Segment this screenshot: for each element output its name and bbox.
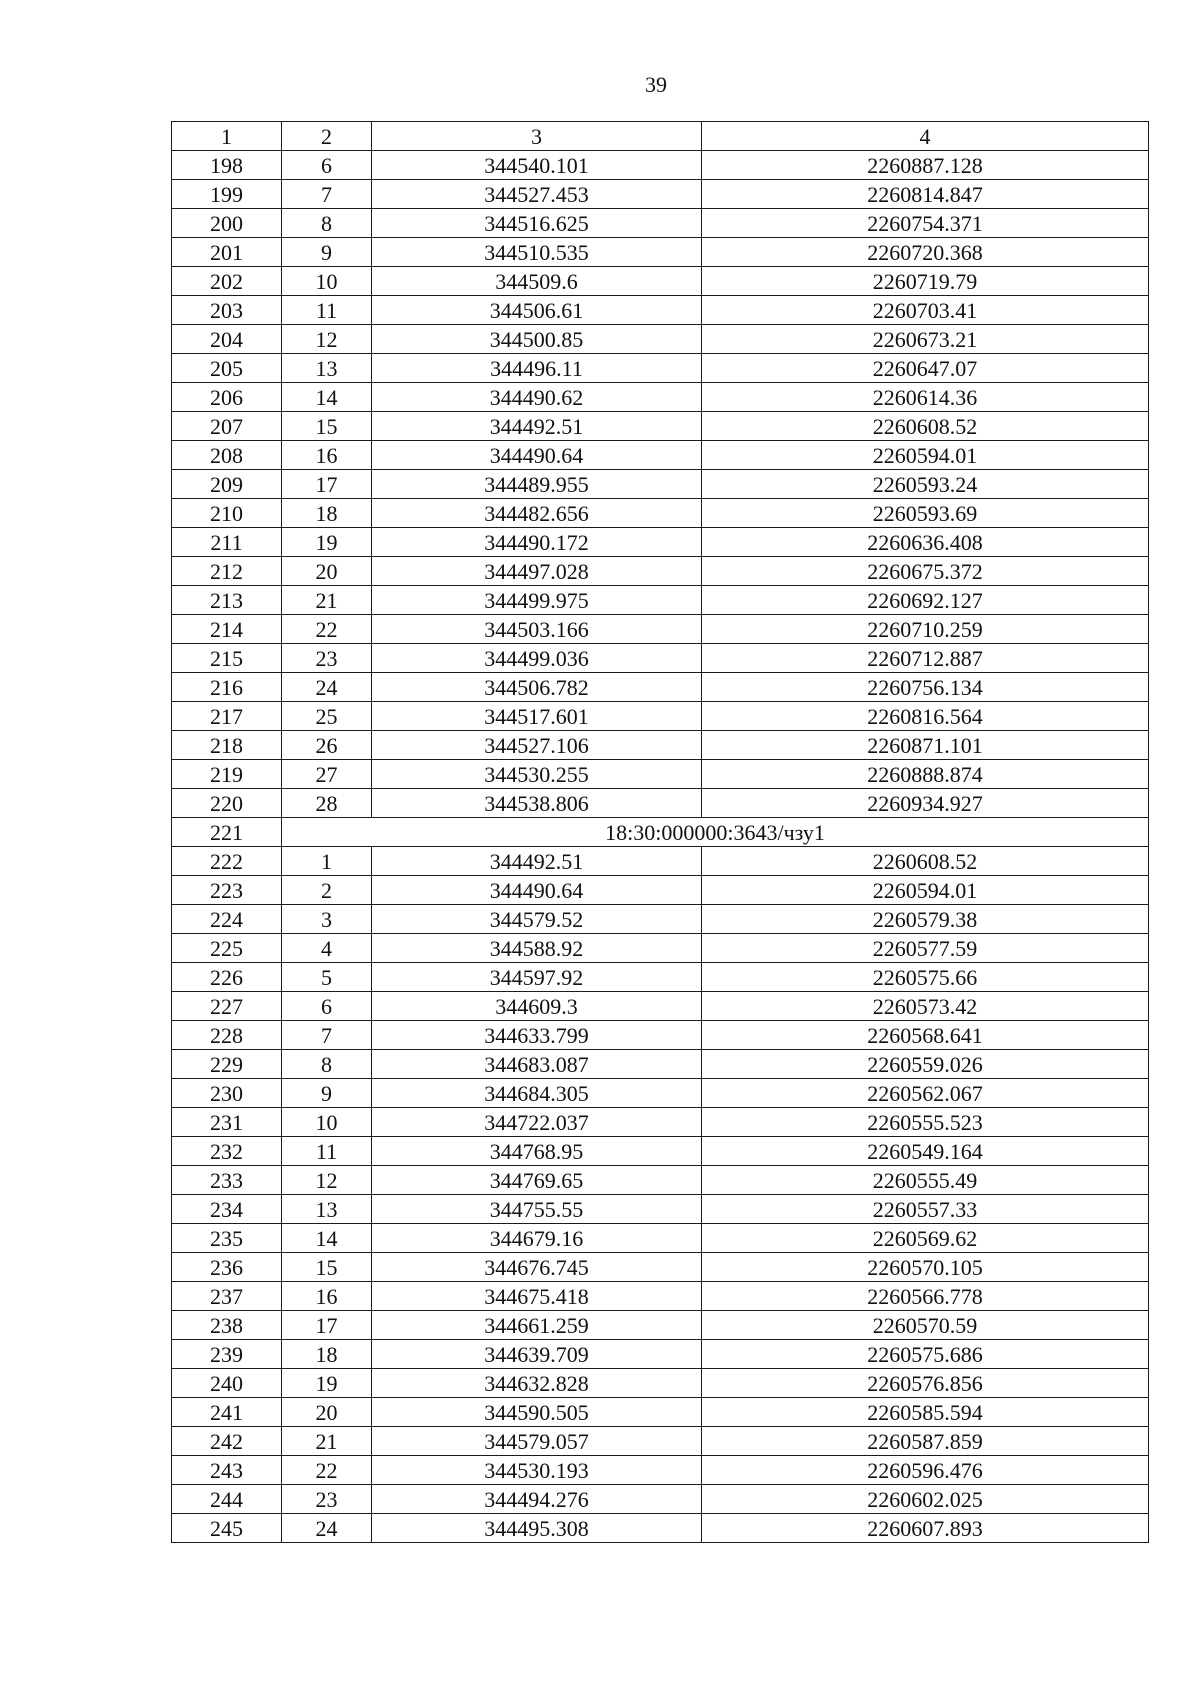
x-coordinate-cell: 344527.453 (372, 180, 702, 209)
x-coordinate-cell: 344490.64 (372, 876, 702, 905)
row-number-cell: 238 (172, 1311, 282, 1340)
table-row (172, 412, 1149, 441)
y-coordinate-cell: 2260559.026 (702, 1050, 1149, 1079)
y-coordinate-cell: 2260577.59 (702, 934, 1149, 963)
point-number-cell: 11 (282, 1137, 372, 1166)
point-number-cell: 1 (282, 847, 372, 876)
row-number-cell: 245 (172, 1514, 282, 1543)
x-coordinate-cell: 344500.85 (372, 325, 702, 354)
x-coordinate-cell: 344683.087 (372, 1050, 702, 1079)
row-number-cell: 232 (172, 1137, 282, 1166)
x-coordinate-cell: 344722.037 (372, 1108, 702, 1137)
y-coordinate-cell: 2260608.52 (702, 847, 1149, 876)
table-row (172, 1427, 1149, 1456)
table-row (172, 673, 1149, 702)
x-coordinate-cell: 344632.828 (372, 1369, 702, 1398)
point-number-cell: 7 (282, 1021, 372, 1050)
x-coordinate-cell: 344579.52 (372, 905, 702, 934)
point-number-cell: 5 (282, 963, 372, 992)
row-number-cell: 230 (172, 1079, 282, 1108)
table-row (172, 267, 1149, 296)
table-row (172, 760, 1149, 789)
table-body (172, 151, 1149, 1543)
x-coordinate-cell: 344492.51 (372, 412, 702, 441)
y-coordinate-cell: 2260712.887 (702, 644, 1149, 673)
y-coordinate-cell: 2260888.874 (702, 760, 1149, 789)
table-row (172, 470, 1149, 499)
x-coordinate-cell: 344679.16 (372, 1224, 702, 1253)
x-coordinate-cell: 344684.305 (372, 1079, 702, 1108)
row-number-cell: 209 (172, 470, 282, 499)
table-row (172, 963, 1149, 992)
y-coordinate-cell: 2260602.025 (702, 1485, 1149, 1514)
table-row (172, 325, 1149, 354)
point-number-cell: 21 (282, 1427, 372, 1456)
point-number-cell: 9 (282, 1079, 372, 1108)
row-number-cell: 201 (172, 238, 282, 267)
row-number-cell: 212 (172, 557, 282, 586)
y-coordinate-cell: 2260593.69 (702, 499, 1149, 528)
table-row (172, 905, 1149, 934)
y-coordinate-cell: 2260555.49 (702, 1166, 1149, 1195)
y-coordinate-cell: 2260636.408 (702, 528, 1149, 557)
table-row (172, 499, 1149, 528)
x-coordinate-cell: 344609.3 (372, 992, 702, 1021)
x-coordinate-cell: 344661.259 (372, 1311, 702, 1340)
row-number-cell: 216 (172, 673, 282, 702)
y-coordinate-cell: 2260555.523 (702, 1108, 1149, 1137)
header-row (172, 122, 1149, 151)
row-number-cell: 214 (172, 615, 282, 644)
table-row (172, 151, 1149, 180)
y-coordinate-cell: 2260593.24 (702, 470, 1149, 499)
row-number-cell: 226 (172, 963, 282, 992)
x-coordinate-cell: 344490.172 (372, 528, 702, 557)
y-coordinate-cell: 2260719.79 (702, 267, 1149, 296)
table-row (172, 209, 1149, 238)
point-number-cell: 12 (282, 325, 372, 354)
y-coordinate-cell: 2260647.07 (702, 354, 1149, 383)
x-coordinate-cell: 344530.255 (372, 760, 702, 789)
point-number-cell: 11 (282, 296, 372, 325)
table-row (172, 1137, 1149, 1166)
row-number-cell: 205 (172, 354, 282, 383)
row-number-cell: 200 (172, 209, 282, 238)
header-cell: 2 (282, 122, 372, 151)
row-number-cell: 237 (172, 1282, 282, 1311)
table-row (172, 296, 1149, 325)
point-number-cell: 25 (282, 702, 372, 731)
y-coordinate-cell: 2260585.594 (702, 1398, 1149, 1427)
point-number-cell: 19 (282, 528, 372, 557)
point-number-cell: 23 (282, 644, 372, 673)
point-number-cell: 2 (282, 876, 372, 905)
point-number-cell: 13 (282, 354, 372, 383)
point-number-cell: 18 (282, 1340, 372, 1369)
point-number-cell: 17 (282, 470, 372, 499)
x-coordinate-cell: 344509.6 (372, 267, 702, 296)
table-row (172, 1311, 1149, 1340)
y-coordinate-cell: 2260568.641 (702, 1021, 1149, 1050)
point-number-cell: 26 (282, 731, 372, 760)
row-number-cell: 219 (172, 760, 282, 789)
table-row (172, 1253, 1149, 1282)
x-coordinate-cell: 344588.92 (372, 934, 702, 963)
point-number-cell: 8 (282, 1050, 372, 1079)
row-number-cell: 228 (172, 1021, 282, 1050)
x-coordinate-cell: 344495.308 (372, 1514, 702, 1543)
table-row (172, 1485, 1149, 1514)
y-coordinate-cell: 2260756.134 (702, 673, 1149, 702)
row-number-cell: 213 (172, 586, 282, 615)
point-number-cell: 22 (282, 1456, 372, 1485)
y-coordinate-cell: 2260576.856 (702, 1369, 1149, 1398)
y-coordinate-cell: 2260549.164 (702, 1137, 1149, 1166)
y-coordinate-cell: 2260569.62 (702, 1224, 1149, 1253)
point-number-cell: 28 (282, 789, 372, 818)
row-number-cell: 217 (172, 702, 282, 731)
x-coordinate-cell: 344496.11 (372, 354, 702, 383)
y-coordinate-cell: 2260814.847 (702, 180, 1149, 209)
y-coordinate-cell: 2260570.105 (702, 1253, 1149, 1282)
point-number-cell: 8 (282, 209, 372, 238)
x-coordinate-cell: 344676.745 (372, 1253, 702, 1282)
x-coordinate-cell: 344490.62 (372, 383, 702, 412)
y-coordinate-cell: 2260594.01 (702, 441, 1149, 470)
point-number-cell: 24 (282, 1514, 372, 1543)
header-cell: 1 (172, 122, 282, 151)
x-coordinate-cell: 344530.193 (372, 1456, 702, 1485)
table-row (172, 383, 1149, 412)
table-row (172, 354, 1149, 383)
point-number-cell: 6 (282, 992, 372, 1021)
row-number-cell: 241 (172, 1398, 282, 1427)
row-number-cell: 198 (172, 151, 282, 180)
table-row (172, 1456, 1149, 1485)
x-coordinate-cell: 344527.106 (372, 731, 702, 760)
row-number-cell: 235 (172, 1224, 282, 1253)
row-number-cell: 231 (172, 1108, 282, 1137)
row-number-cell: 225 (172, 934, 282, 963)
row-number-cell: 202 (172, 267, 282, 296)
y-coordinate-cell: 2260575.686 (702, 1340, 1149, 1369)
point-number-cell: 23 (282, 1485, 372, 1514)
page-number: 39 (645, 72, 667, 97)
coordinates-table (171, 121, 1149, 1543)
x-coordinate-cell: 344590.505 (372, 1398, 702, 1427)
x-coordinate-cell: 344597.92 (372, 963, 702, 992)
row-number-cell: 227 (172, 992, 282, 1021)
point-number-cell: 4 (282, 934, 372, 963)
x-coordinate-cell: 344503.166 (372, 615, 702, 644)
y-coordinate-cell: 2260871.101 (702, 731, 1149, 760)
table-row (172, 1224, 1149, 1253)
row-number-cell: 199 (172, 180, 282, 209)
table-row (172, 1079, 1149, 1108)
row-number-cell: 236 (172, 1253, 282, 1282)
y-coordinate-cell: 2260596.476 (702, 1456, 1149, 1485)
x-coordinate-cell: 344494.276 (372, 1485, 702, 1514)
y-coordinate-cell: 2260608.52 (702, 412, 1149, 441)
y-coordinate-cell: 2260573.42 (702, 992, 1149, 1021)
x-coordinate-cell: 344510.535 (372, 238, 702, 267)
table-row (172, 1282, 1149, 1311)
row-number-cell: 203 (172, 296, 282, 325)
table-row (172, 1166, 1149, 1195)
y-coordinate-cell: 2260557.33 (702, 1195, 1149, 1224)
x-coordinate-cell: 344499.975 (372, 586, 702, 615)
point-number-cell: 12 (282, 1166, 372, 1195)
row-number-cell: 208 (172, 441, 282, 470)
row-number-cell: 207 (172, 412, 282, 441)
table-row (172, 1369, 1149, 1398)
table-row (172, 528, 1149, 557)
x-coordinate-cell: 344492.51 (372, 847, 702, 876)
point-number-cell: 13 (282, 1195, 372, 1224)
y-coordinate-cell: 2260703.41 (702, 296, 1149, 325)
x-coordinate-cell: 344499.036 (372, 644, 702, 673)
point-number-cell: 6 (282, 151, 372, 180)
row-number-cell: 210 (172, 499, 282, 528)
x-coordinate-cell: 344497.028 (372, 557, 702, 586)
table-row (172, 1021, 1149, 1050)
point-number-cell: 19 (282, 1369, 372, 1398)
point-number-cell: 21 (282, 586, 372, 615)
y-coordinate-cell: 2260607.893 (702, 1514, 1149, 1543)
x-coordinate-cell: 344482.656 (372, 499, 702, 528)
table-row (172, 441, 1149, 470)
y-coordinate-cell: 2260934.927 (702, 789, 1149, 818)
point-number-cell: 22 (282, 615, 372, 644)
table-row (172, 847, 1149, 876)
table-row (172, 1514, 1149, 1543)
table-row (172, 731, 1149, 760)
x-coordinate-cell: 344768.95 (372, 1137, 702, 1166)
point-number-cell: 20 (282, 557, 372, 586)
x-coordinate-cell: 344506.61 (372, 296, 702, 325)
row-number-cell: 204 (172, 325, 282, 354)
table-row (172, 1340, 1149, 1369)
y-coordinate-cell: 2260587.859 (702, 1427, 1149, 1456)
y-coordinate-cell: 2260710.259 (702, 615, 1149, 644)
point-number-cell: 20 (282, 1398, 372, 1427)
x-coordinate-cell: 344516.625 (372, 209, 702, 238)
y-coordinate-cell: 2260575.66 (702, 963, 1149, 992)
y-coordinate-cell: 2260614.36 (702, 383, 1149, 412)
y-coordinate-cell: 2260816.564 (702, 702, 1149, 731)
table-row (172, 1398, 1149, 1427)
table-row (172, 615, 1149, 644)
row-number-cell: 242 (172, 1427, 282, 1456)
table-row (172, 180, 1149, 209)
table-row (172, 1108, 1149, 1137)
x-coordinate-cell: 344769.65 (372, 1166, 702, 1195)
point-number-cell: 3 (282, 905, 372, 934)
row-number-cell: 234 (172, 1195, 282, 1224)
table-row (172, 1195, 1149, 1224)
point-number-cell: 15 (282, 1253, 372, 1282)
row-number-cell: 206 (172, 383, 282, 412)
table-row (172, 557, 1149, 586)
row-number-cell: 244 (172, 1485, 282, 1514)
header-cell: 4 (702, 122, 1149, 151)
row-number-cell: 233 (172, 1166, 282, 1195)
point-number-cell: 16 (282, 441, 372, 470)
table-header (172, 122, 1149, 151)
row-number-cell: 222 (172, 847, 282, 876)
point-number-cell: 10 (282, 1108, 372, 1137)
x-coordinate-cell: 344517.601 (372, 702, 702, 731)
point-number-cell: 27 (282, 760, 372, 789)
x-coordinate-cell: 344579.057 (372, 1427, 702, 1456)
row-number-cell: 240 (172, 1369, 282, 1398)
x-coordinate-cell: 344675.418 (372, 1282, 702, 1311)
row-number-cell: 215 (172, 644, 282, 673)
table-row (172, 644, 1149, 673)
table-row (172, 818, 1149, 847)
table-row (172, 238, 1149, 267)
table-row (172, 1050, 1149, 1079)
section-label-cell: 18:30:000000:3643/чзу1 (282, 818, 1149, 847)
row-number-cell: 223 (172, 876, 282, 905)
row-number-cell: 229 (172, 1050, 282, 1079)
point-number-cell: 9 (282, 238, 372, 267)
point-number-cell: 24 (282, 673, 372, 702)
point-number-cell: 7 (282, 180, 372, 209)
x-coordinate-cell: 344755.55 (372, 1195, 702, 1224)
row-number-cell: 239 (172, 1340, 282, 1369)
row-number-cell: 211 (172, 528, 282, 557)
header-cell: 3 (372, 122, 702, 151)
x-coordinate-cell: 344490.64 (372, 441, 702, 470)
y-coordinate-cell: 2260566.778 (702, 1282, 1149, 1311)
x-coordinate-cell: 344489.955 (372, 470, 702, 499)
table-row (172, 586, 1149, 615)
x-coordinate-cell: 344540.101 (372, 151, 702, 180)
y-coordinate-cell: 2260673.21 (702, 325, 1149, 354)
x-coordinate-cell: 344506.782 (372, 673, 702, 702)
table-row (172, 702, 1149, 731)
row-number-cell: 224 (172, 905, 282, 934)
y-coordinate-cell: 2260675.372 (702, 557, 1149, 586)
table-row (172, 992, 1149, 1021)
point-number-cell: 14 (282, 383, 372, 412)
y-coordinate-cell: 2260887.128 (702, 151, 1149, 180)
row-number-cell: 221 (172, 818, 282, 847)
table-row (172, 789, 1149, 818)
y-coordinate-cell: 2260594.01 (702, 876, 1149, 905)
point-number-cell: 18 (282, 499, 372, 528)
y-coordinate-cell: 2260720.368 (702, 238, 1149, 267)
y-coordinate-cell: 2260562.067 (702, 1079, 1149, 1108)
point-number-cell: 14 (282, 1224, 372, 1253)
x-coordinate-cell: 344538.806 (372, 789, 702, 818)
row-number-cell: 220 (172, 789, 282, 818)
point-number-cell: 15 (282, 412, 372, 441)
table-row (172, 934, 1149, 963)
y-coordinate-cell: 2260570.59 (702, 1311, 1149, 1340)
y-coordinate-cell: 2260754.371 (702, 209, 1149, 238)
table-row (172, 876, 1149, 905)
point-number-cell: 10 (282, 267, 372, 296)
row-number-cell: 218 (172, 731, 282, 760)
x-coordinate-cell: 344633.799 (372, 1021, 702, 1050)
row-number-cell: 243 (172, 1456, 282, 1485)
x-coordinate-cell: 344639.709 (372, 1340, 702, 1369)
point-number-cell: 16 (282, 1282, 372, 1311)
y-coordinate-cell: 2260579.38 (702, 905, 1149, 934)
point-number-cell: 17 (282, 1311, 372, 1340)
y-coordinate-cell: 2260692.127 (702, 586, 1149, 615)
